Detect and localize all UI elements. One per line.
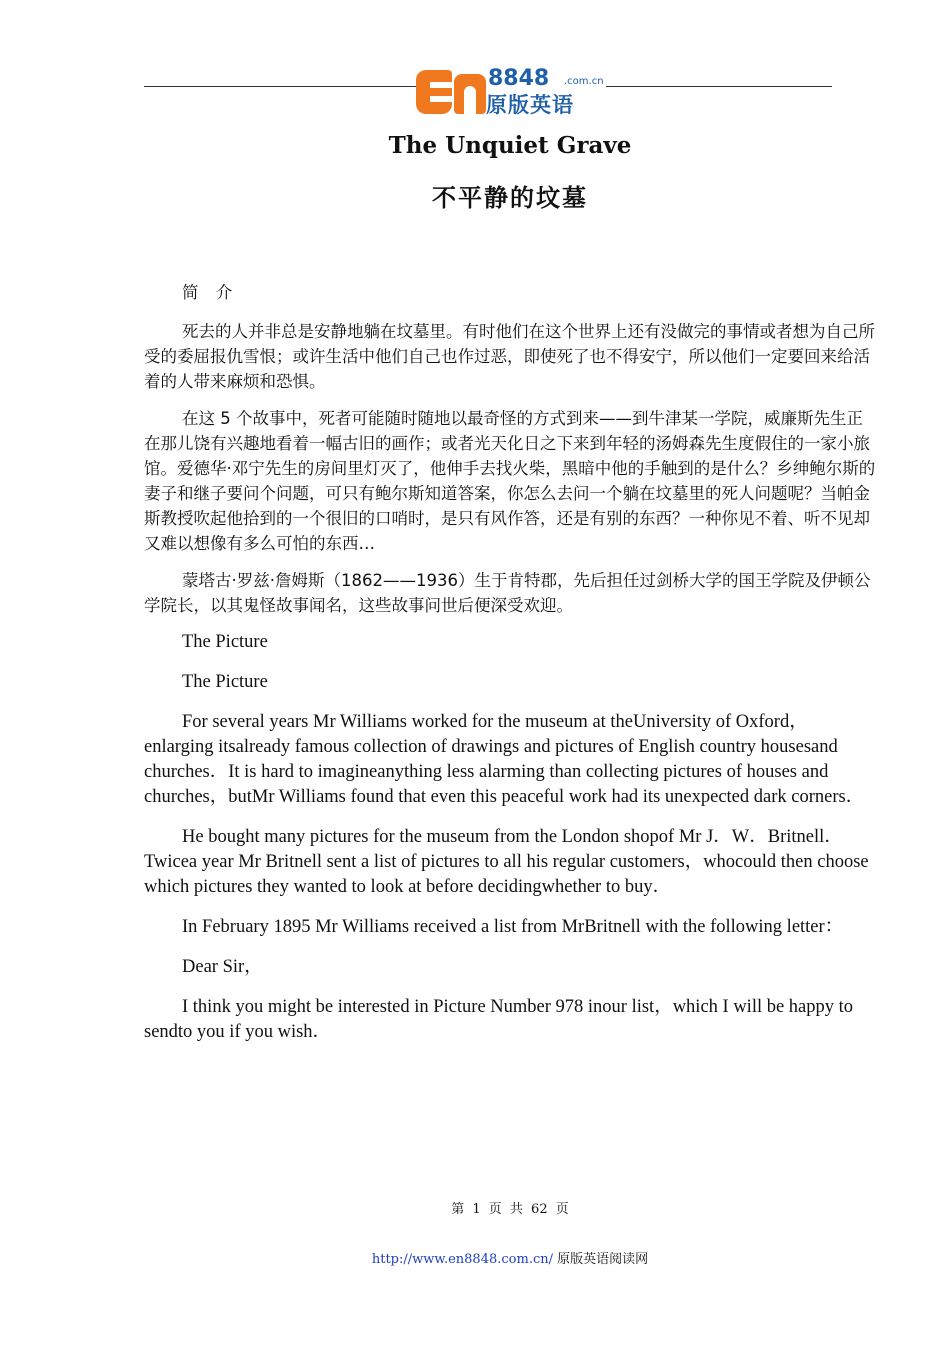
header-rule-right xyxy=(606,86,832,87)
logo-chinese-text: 原版英语 xyxy=(486,93,574,117)
footer-url-link[interactable]: http://www.en8848.com.cn/ xyxy=(371,1252,553,1267)
paragraph: He bought many pictures for the museum from the London shopof Mr J．W．Britnell．Twicea year Mr Britnell sent a list of pictures to all his regular customers，whocould then choose which pictures they wanted to look at before decidingwhether to buy． xyxy=(144,827,869,897)
document-body xyxy=(144,280,876,1060)
paragraph: I think you might be interested in Picture Number 978 inour list，which I will be happy to sendto you if you wish． xyxy=(144,997,854,1042)
page-title: The Unquiet Grave xyxy=(388,132,632,159)
paragraph: 死去的人并非总是安静地躺在坟墓里。有时他们在这个世界上还有没做完的事情或者想为自己所受的委屈报仇雪恨；或许生活中他们自己也作过恶，即使死了也不得安宁，所以他们一定要回来给活着的人带来麻烦和恐惧。 xyxy=(144,322,875,391)
page-footer xyxy=(0,1248,950,1267)
page-title-chinese: 不平静的坟墓 xyxy=(432,184,588,212)
logo-e-mark xyxy=(416,70,452,114)
paragraph: In February 1895 Mr Williams received a list from MrBritnell with the following letter： xyxy=(182,917,844,937)
footer-site-name: 原版英语阅读网 xyxy=(557,1252,649,1267)
chapter-heading: The Picture xyxy=(182,632,268,652)
logo-number: 8848 xyxy=(488,66,550,91)
site-logo[interactable] xyxy=(416,64,606,118)
header-rule-left xyxy=(144,86,416,87)
paragraph: Dear Sir， xyxy=(182,957,263,977)
page-number: 第 1 页 共 62 页 xyxy=(451,1202,569,1217)
paragraph: 蒙塔古·罗兹·詹姆斯（1862——1936）生于肯特郡，先后担任过剑桥大学的国王学院及伊顿公学院长，以其鬼怪故事闻名，这些故事问世后便深受欢迎。 xyxy=(144,571,871,615)
logo-domain: .com.cn xyxy=(564,76,604,87)
intro-heading: 简 介 xyxy=(182,283,239,302)
paragraph: For several years Mr Williams worked for the museum at theUniversity of Oxford，enlarging itsalready famous collection of drawings and pictures of English country housesand churches．It is hard to imagineanything less alarming than collecting pictures of houses and churches，butMr Williams found that even this peaceful work had its unexpected dark corners． xyxy=(144,712,865,807)
chapter-heading: The Picture xyxy=(182,672,268,692)
paragraph: 在这 5 个故事中，死者可能随时随地以最奇怪的方式到来——到牛津某一学院，威廉斯先生正在那儿饶有兴趣地看着一幅古旧的画作；或者光天化日之下来到年轻的汤姆森先生度假住的一家小旅馆。爱德华·邓宁先生的房间里灯灭了，他伸手去找火柴，黑暗中他的手触到的是什么？乡绅鲍尔斯的妻子和继子要问个问题，可只有鲍尔斯知道答案，你怎么去问一个躺在坟墓里的死人问题呢？当帕金斯教授吹起他拾到的一个很旧的口哨时，是只有风作答，还是有别的东西？一种你见不着、听不见却又难以想像有多么可怕的东西… xyxy=(144,409,876,553)
logo-n-mark xyxy=(454,74,486,114)
